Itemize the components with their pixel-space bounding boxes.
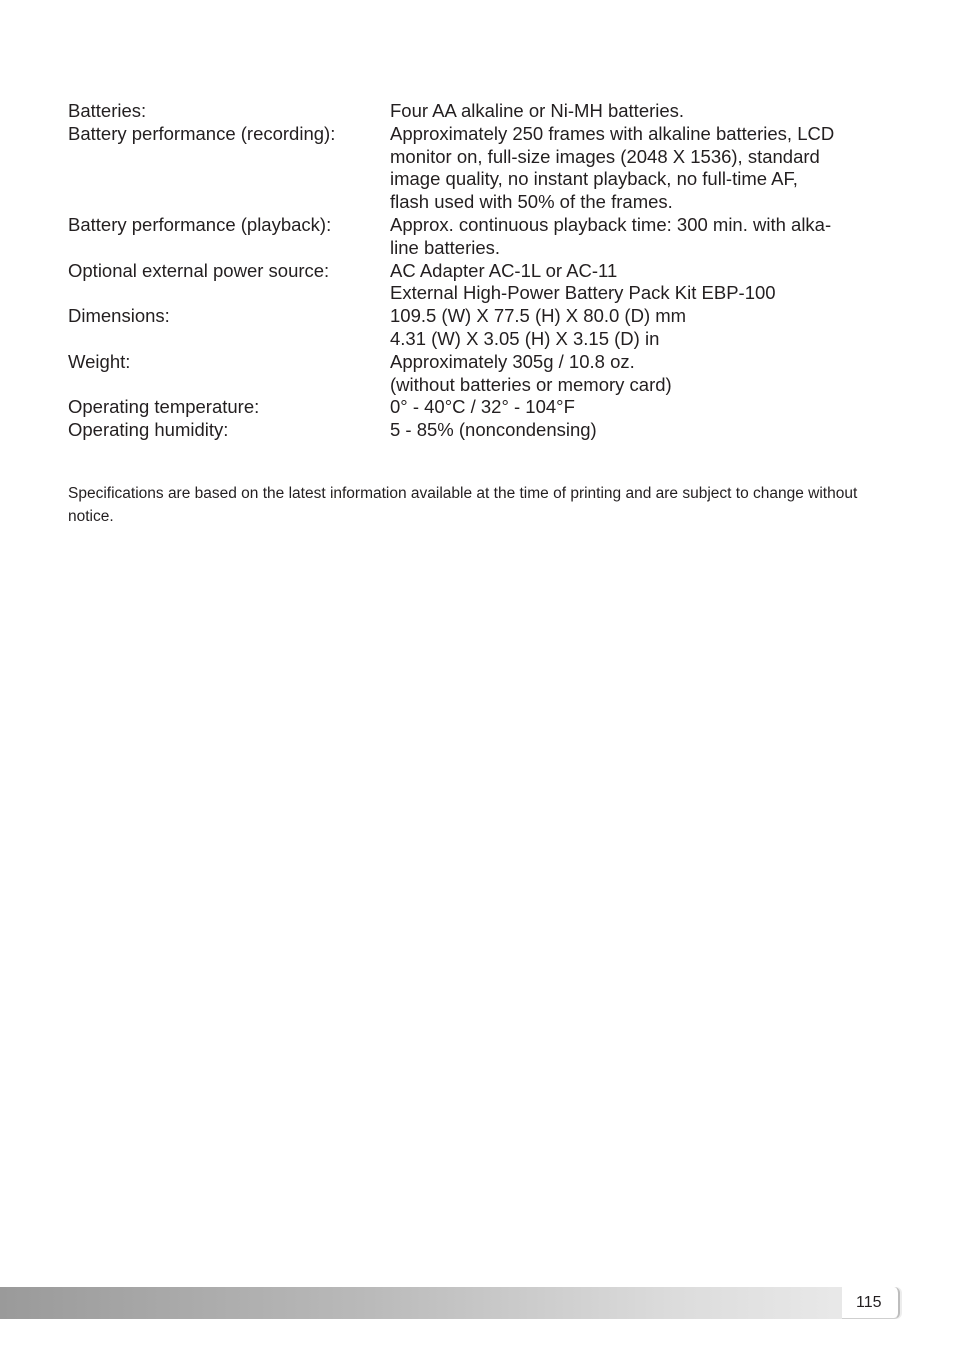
spec-label: Weight: xyxy=(68,350,131,372)
spec-label: Batteries: xyxy=(68,100,147,121)
spec-value-line: 0° - 40°C / 32° - 104°F xyxy=(390,396,575,418)
spec-value xyxy=(390,305,898,351)
spec-value xyxy=(390,214,898,260)
spec-value xyxy=(390,396,898,419)
spec-value-line: Approximately 250 frames with alkaline batteries, LCD xyxy=(390,122,835,144)
specifications-disclaimer: Specifications are based on the latest information available at the time of printing and are subject to change without notice. xyxy=(68,484,858,525)
spec-row-dimensions xyxy=(68,305,898,351)
spec-label: Optional external power source: xyxy=(68,259,330,281)
spec-label: Dimensions: xyxy=(68,305,170,327)
spec-value-line: image quality, no instant playback, no full-time AF, xyxy=(390,168,798,190)
spec-row-operating-humidity xyxy=(68,419,898,442)
spec-row-battery-playback xyxy=(68,214,898,260)
spec-value-line: Four AA alkaline or Ni-MH batteries. xyxy=(390,100,685,121)
spec-value-line: AC Adapter AC-1L or AC-11 xyxy=(390,259,618,281)
page-number: 115 xyxy=(856,1294,882,1311)
spec-value xyxy=(390,123,898,214)
spec-label: Operating humidity: xyxy=(68,419,229,441)
spec-value-line: (without batteries or memory card) xyxy=(390,373,672,395)
spec-value xyxy=(390,419,898,442)
spec-value-line: 5 - 85% (noncondensing) xyxy=(390,419,597,441)
spec-row-battery-recording xyxy=(68,123,898,214)
spec-value-line: 109.5 (W) X 77.5 (H) X 80.0 (D) mm xyxy=(390,305,687,327)
spec-row-batteries xyxy=(68,100,898,123)
spec-value-line: monitor on, full-size images (2048 X 1536), standard xyxy=(390,145,820,167)
spec-value-line: line batteries. xyxy=(390,236,501,258)
spec-label: Operating temperature: xyxy=(68,396,260,418)
spec-value-line: Approx. continuous playback time: 300 min. with alka- xyxy=(390,213,832,235)
spec-value-line: External High-Power Battery Pack Kit EBP-100 xyxy=(390,282,776,304)
spec-value xyxy=(390,351,898,397)
spec-value xyxy=(390,100,898,123)
spec-label: Battery performance (playback): xyxy=(68,213,332,235)
spec-label: Battery performance (recording): xyxy=(68,122,336,144)
spec-value-line: flash used with 50% of the frames. xyxy=(390,191,673,213)
spec-row-weight xyxy=(68,351,898,397)
spec-value-line: 4.31 (W) X 3.05 (H) X 3.15 (D) in xyxy=(390,327,660,349)
spec-value-line: Approximately 305g / 10.8 oz. xyxy=(390,350,635,372)
footer-gradient-bar xyxy=(0,1287,902,1319)
specifications-list xyxy=(68,100,898,442)
spec-row-operating-temperature xyxy=(68,396,898,419)
spec-row-external-power xyxy=(68,260,898,306)
spec-value xyxy=(390,260,898,306)
